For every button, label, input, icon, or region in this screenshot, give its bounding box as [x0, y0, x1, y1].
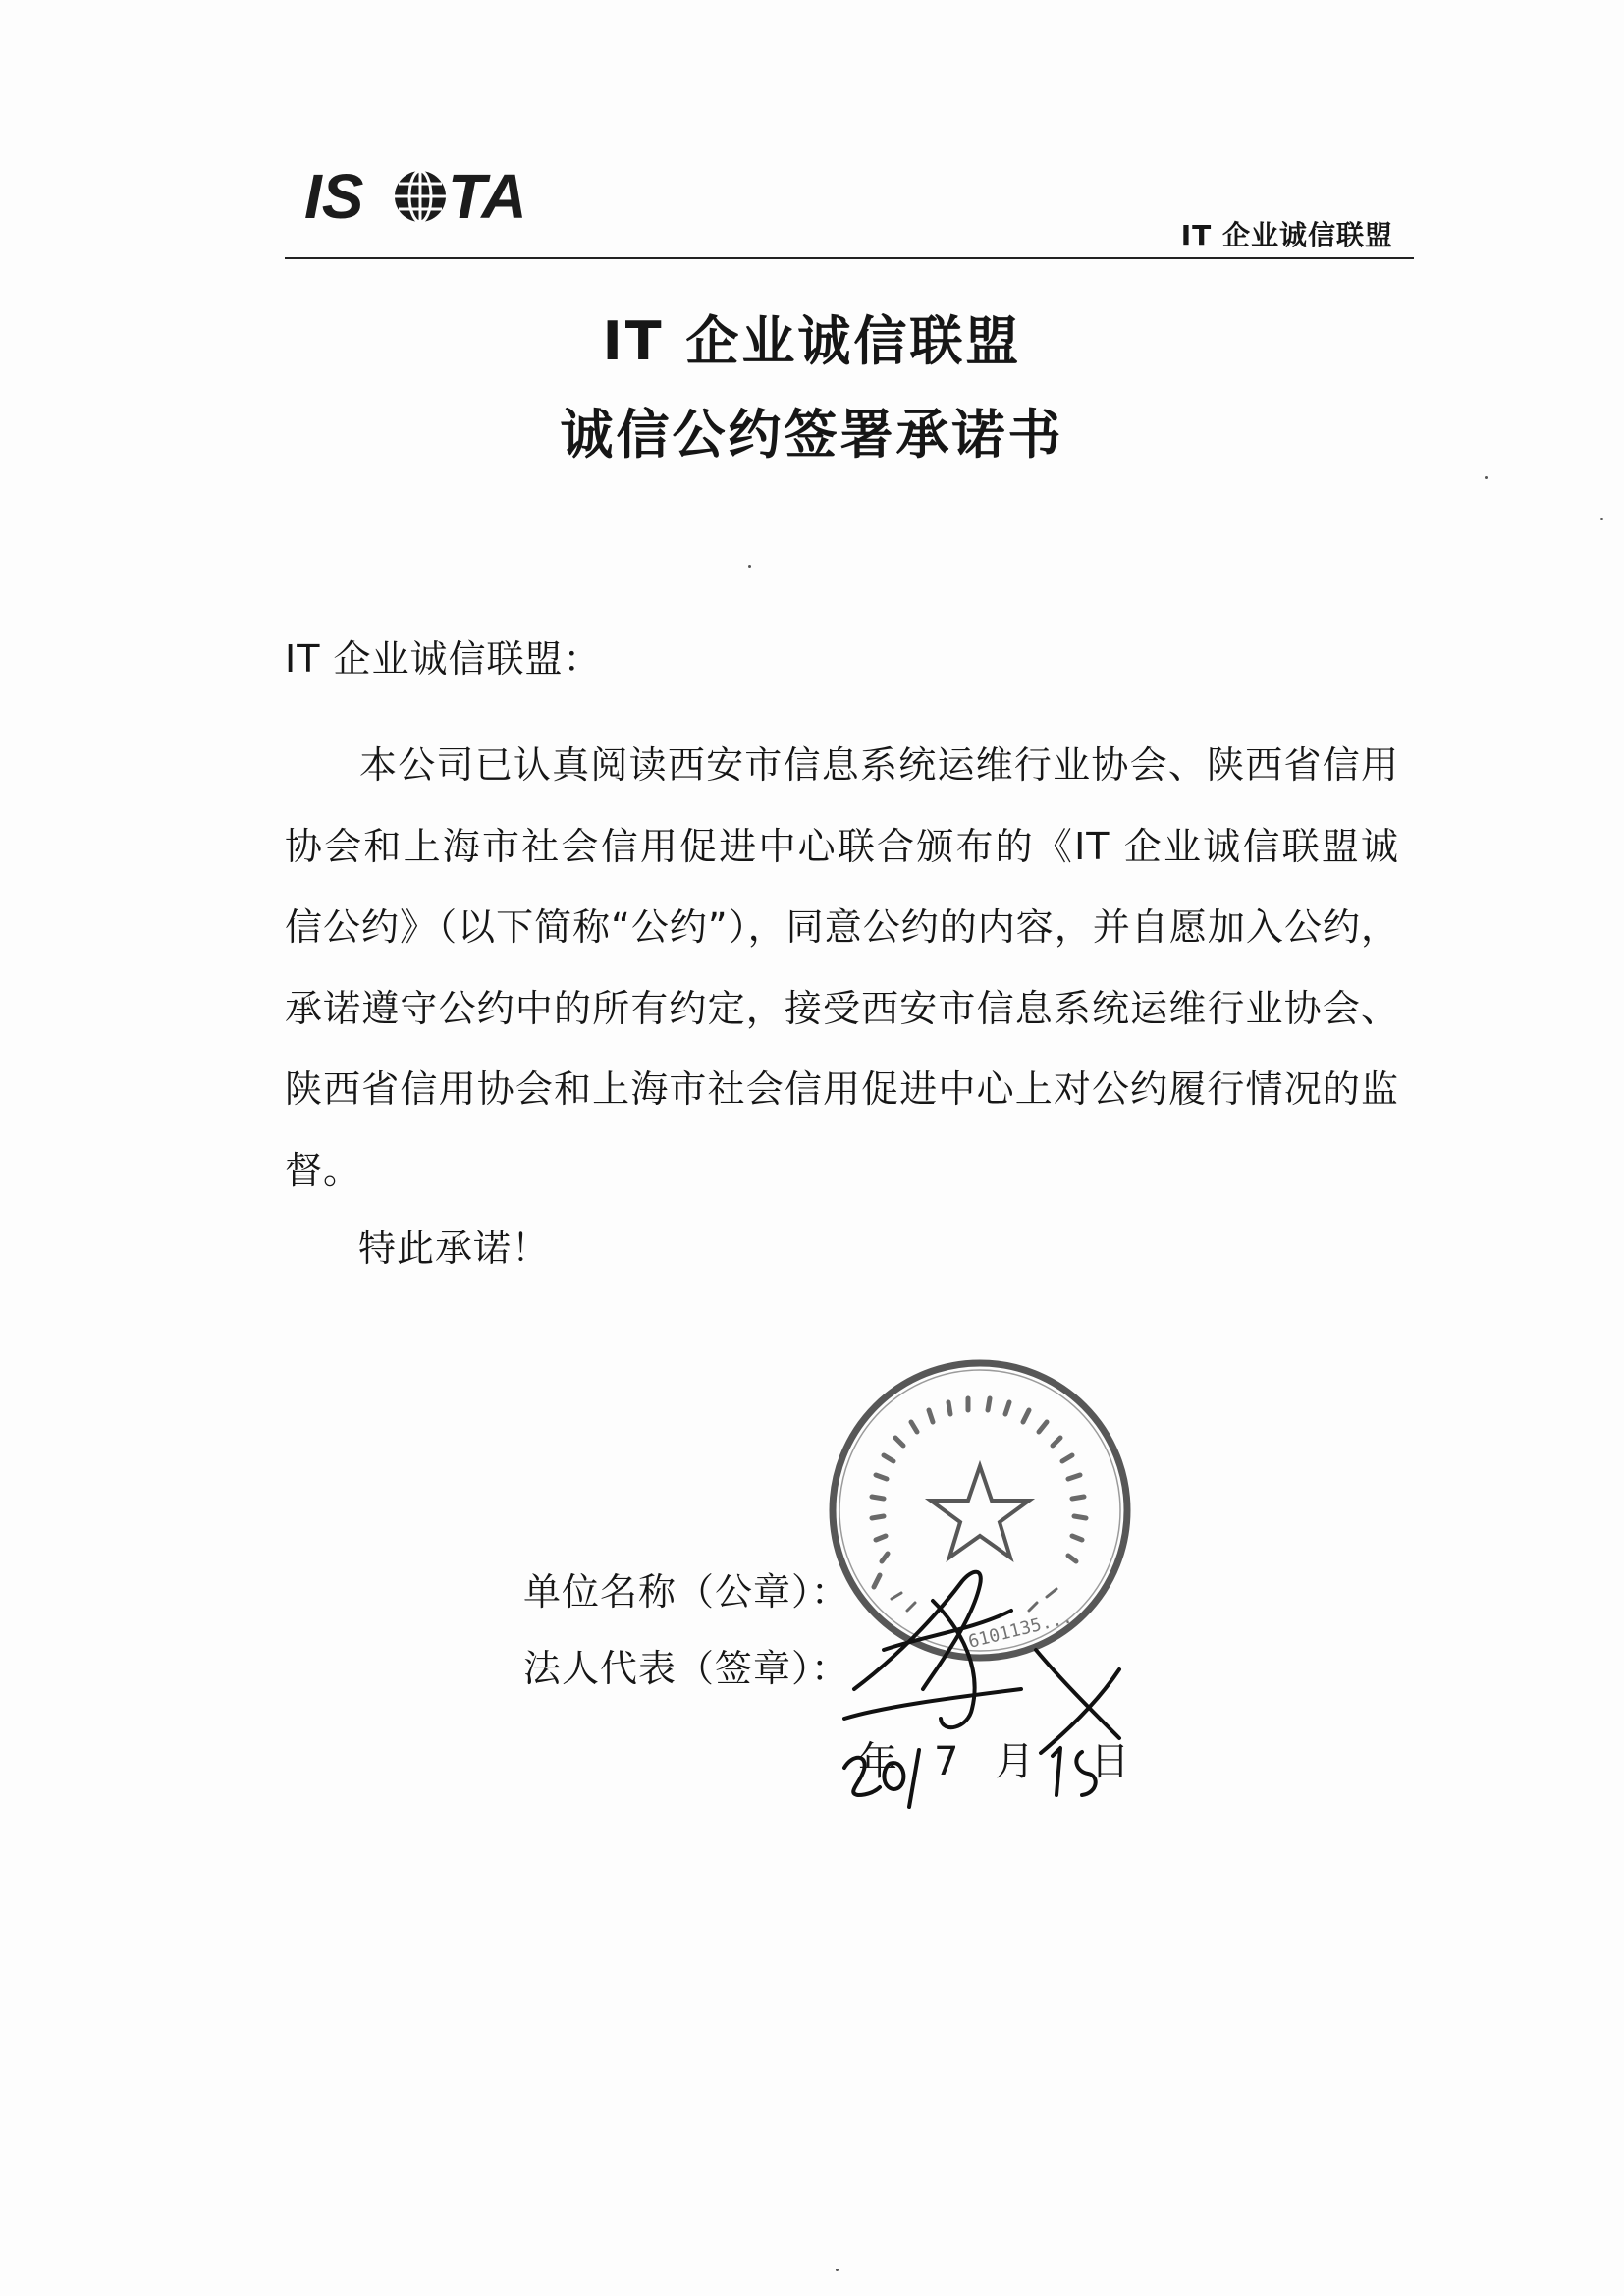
- salutation: IT 企业诚信联盟：: [285, 637, 602, 681]
- header-org-label: IT 企业诚信联盟: [1180, 219, 1393, 251]
- globe-icon: [395, 171, 446, 222]
- svg-text:TA: TA: [448, 161, 527, 232]
- date-year-unit: 年: [858, 1739, 898, 1784]
- scan-speck: [836, 2269, 839, 2271]
- scan-speck: [1600, 518, 1603, 520]
- date-month-unit: 月: [995, 1739, 1036, 1784]
- letter-closing: 特此承诺！: [358, 1227, 551, 1270]
- date-day-unit: 日: [1090, 1739, 1131, 1784]
- unit-name-seal-label: 单位名称（公章）：: [523, 1570, 850, 1613]
- letter-body: 本公司已认真阅读西安市信息系统运维行业协会、陕西省信用协会和上海市社会信用促进中心联合颁布的《IT 企业诚信联盟诚信公约》（以下简称“公约”），同意公约的内容，并自愿加入公约，承诺遵守公约中的所有约定，接受西安市信息系统运维行业协会、陕西省信用协会和上海市社会信用促进中心上对公约履行情况的监督。: [285, 743, 1399, 1192]
- isota-logo: [304, 157, 540, 236]
- scan-speck: [1485, 476, 1488, 479]
- scan-speck: [748, 565, 751, 568]
- header-divider: [285, 257, 1414, 259]
- svg-text:IS: IS: [304, 161, 364, 232]
- svg-text:6101135...: 6101135...: [966, 1607, 1075, 1653]
- document-title-line-1: IT 企业诚信联盟: [602, 310, 1022, 372]
- handwritten-signature: [825, 1542, 1159, 1817]
- document-title-line-2: 诚信公约签署承诺书: [560, 404, 1064, 465]
- date-month-value: 7: [934, 1739, 960, 1784]
- legal-rep-signature-label: 法人代表（签章）：: [523, 1647, 850, 1690]
